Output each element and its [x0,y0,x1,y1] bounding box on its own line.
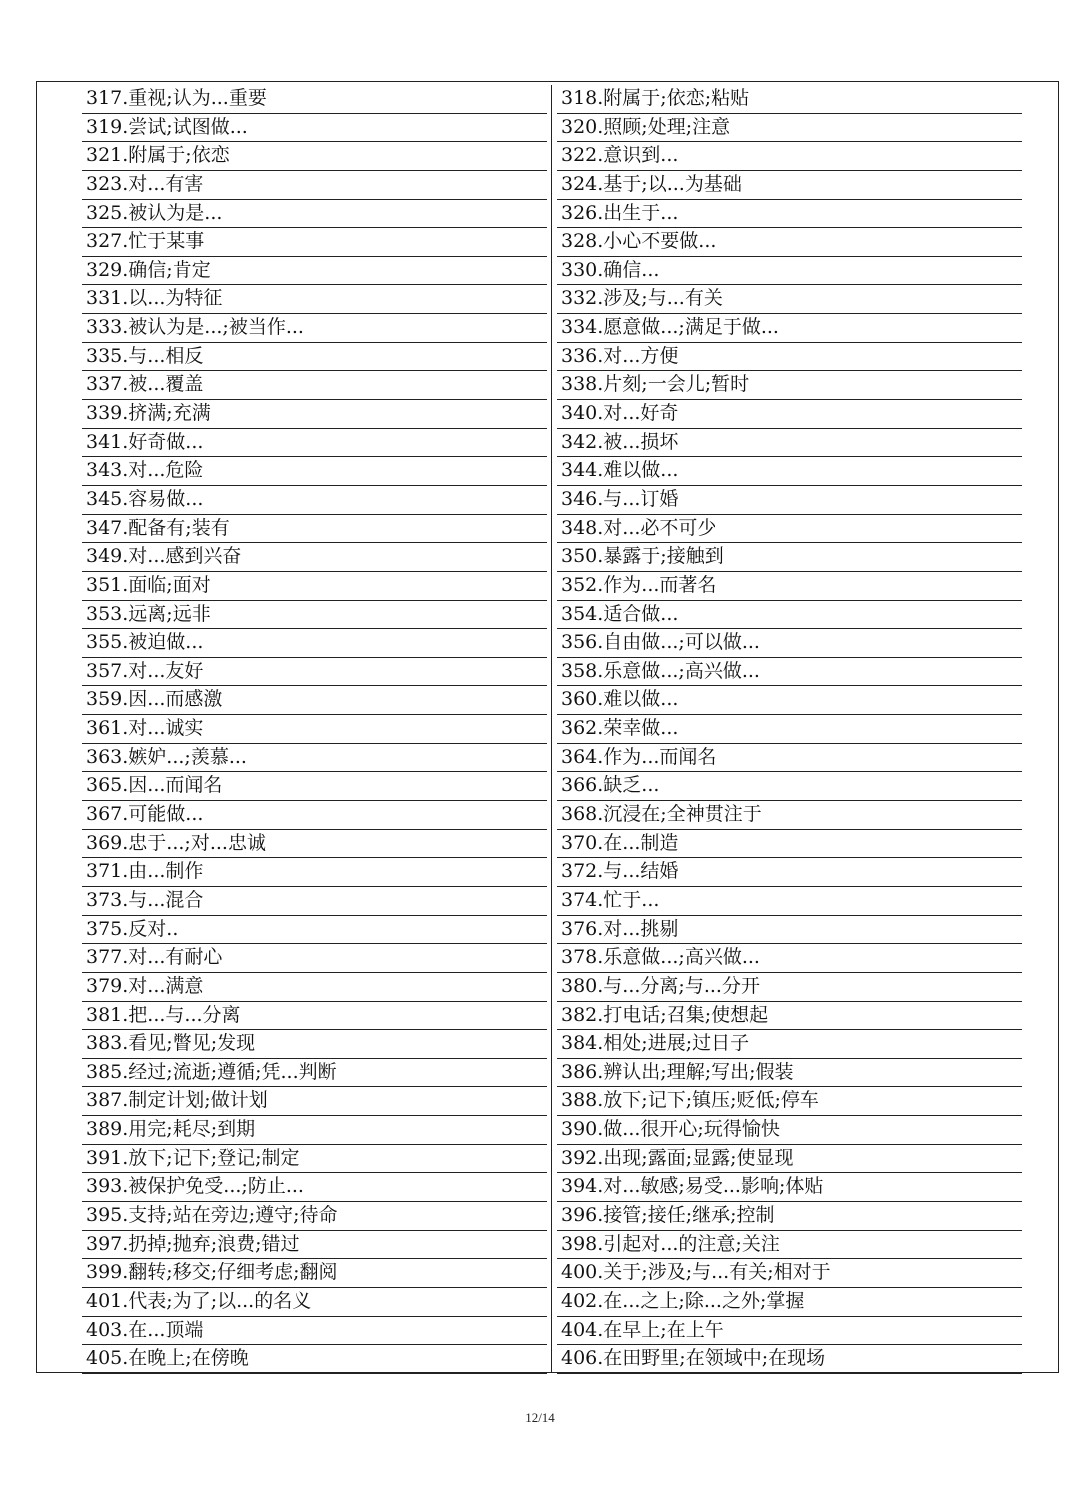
list-item: 396.接管;接任;继承;控制 [557,1202,1022,1231]
column-divider [551,85,552,1372]
list-item: 338.片刻;一会儿;暂时 [557,371,1022,400]
list-item: 317.重视;认为...重要 [82,85,547,114]
list-item: 381.把...与...分离 [82,1002,547,1031]
list-item: 393.被保护免受...;防止... [82,1173,547,1202]
list-item: 367.可能做... [82,801,547,830]
list-item: 326.出生于... [557,200,1022,229]
list-item: 350.暴露于;接触到 [557,543,1022,572]
list-item: 392.出现;露面;显露;使显现 [557,1145,1022,1174]
list-item: 404.在早上;在上午 [557,1317,1022,1346]
list-item: 371.由...制作 [82,858,547,887]
list-item: 383.看见;瞥见;发现 [82,1030,547,1059]
list-item: 387.制定计划;做计划 [82,1087,547,1116]
list-item: 328.小心不要做... [557,228,1022,257]
right-column [557,85,1022,1374]
list-item: 401.代表;为了;以...的名义 [82,1288,547,1317]
list-item: 368.沉浸在;全神贯注于 [557,801,1022,830]
list-item: 373.与...混合 [82,887,547,916]
list-item: 364.作为...而闻名 [557,744,1022,773]
list-item: 361.对...诚实 [82,715,547,744]
list-item: 376.对...挑剔 [557,916,1022,945]
list-item: 335.与...相反 [82,343,547,372]
list-item: 391.放下;记下;登记;制定 [82,1145,547,1174]
list-item: 344.难以做... [557,457,1022,486]
list-item: 339.挤满;充满 [82,400,547,429]
list-item: 402.在...之上;除...之外;掌握 [557,1288,1022,1317]
list-item: 348.对...必不可少 [557,515,1022,544]
list-item: 399.翻转;移交;仔细考虑;翻阅 [82,1259,547,1288]
list-item: 345.容易做... [82,486,547,515]
list-item: 370.在...制造 [557,830,1022,859]
list-item: 334.愿意做...;满足于做... [557,314,1022,343]
list-item: 336.对...方便 [557,343,1022,372]
list-item: 406.在田野里;在领域中;在现场 [557,1345,1022,1374]
list-item: 327.忙于某事 [82,228,547,257]
list-item: 378.乐意做...;高兴做... [557,944,1022,973]
list-item: 365.因...而闻名 [82,772,547,801]
list-item: 377.对...有耐心 [82,944,547,973]
list-item: 337.被...覆盖 [82,371,547,400]
list-item: 349.对...感到兴奋 [82,543,547,572]
list-item: 403.在...顶端 [82,1317,547,1346]
list-item: 329.确信;肯定 [82,257,547,286]
list-item: 379.对...满意 [82,973,547,1002]
list-item: 325.被认为是... [82,200,547,229]
list-item: 319.尝试;试图做... [82,114,547,143]
list-item: 358.乐意做...;高兴做... [557,658,1022,687]
list-item: 321.附属于;依恋 [82,142,547,171]
list-item: 346.与...订婚 [557,486,1022,515]
list-item: 352.作为...而著名 [557,572,1022,601]
list-item: 357.对...友好 [82,658,547,687]
list-item: 347.配备有;装有 [82,515,547,544]
list-item: 341.好奇做... [82,429,547,458]
list-item: 324.基于;以...为基础 [557,171,1022,200]
list-item: 323.对...有害 [82,171,547,200]
page-number: 12/14 [525,1410,555,1425]
list-item: 372.与...结婚 [557,858,1022,887]
list-item: 400.关于;涉及;与...有关;相对于 [557,1259,1022,1288]
list-item: 394.对...敏感;易受...影响;体贴 [557,1173,1022,1202]
list-item: 375.反对.. [82,916,547,945]
left-column [82,85,547,1374]
list-item: 389.用完;耗尽;到期 [82,1116,547,1145]
list-item: 390.做...很开心;玩得愉快 [557,1116,1022,1145]
list-item: 322.意识到... [557,142,1022,171]
list-item: 318.附属于;依恋;粘贴 [557,85,1022,114]
list-item: 353.远离;远非 [82,601,547,630]
list-item: 340.对...好奇 [557,400,1022,429]
list-item: 354.适合做... [557,601,1022,630]
list-item: 386.辨认出;理解;写出;假装 [557,1059,1022,1088]
list-item: 356.自由做...;可以做... [557,629,1022,658]
list-item: 359.因...而感激 [82,686,547,715]
list-item: 343.对...危险 [82,457,547,486]
list-item: 332.涉及;与...有关 [557,285,1022,314]
list-item: 362.荣幸做... [557,715,1022,744]
list-item: 366.缺乏... [557,772,1022,801]
list-item: 380.与...分离;与...分开 [557,973,1022,1002]
list-item: 320.照顾;处理;注意 [557,114,1022,143]
list-item: 355.被迫做... [82,629,547,658]
list-item: 398.引起对...的注意;关注 [557,1231,1022,1260]
list-item: 330.确信... [557,257,1022,286]
list-item: 360.难以做... [557,686,1022,715]
list-item: 405.在晚上;在傍晚 [82,1345,547,1374]
list-item: 374.忙于... [557,887,1022,916]
list-item: 333.被认为是...;被当作... [82,314,547,343]
list-item: 331.以...为特征 [82,285,547,314]
list-item: 388.放下;记下;镇压;贬低;停车 [557,1087,1022,1116]
list-item: 395.支持;站在旁边;遵守;待命 [82,1202,547,1231]
list-item: 351.面临;面对 [82,572,547,601]
list-item: 382.打电话;召集;使想起 [557,1002,1022,1031]
list-item: 342.被...损坏 [557,429,1022,458]
list-item: 363.嫉妒...;羡慕... [82,744,547,773]
list-item: 397.扔掉;抛弃;浪费;错过 [82,1231,547,1260]
list-item: 384.相处;进展;过日子 [557,1030,1022,1059]
list-item: 369.忠于...;对...忠诚 [82,830,547,859]
list-item: 385.经过;流逝;遵循;凭...判断 [82,1059,547,1088]
